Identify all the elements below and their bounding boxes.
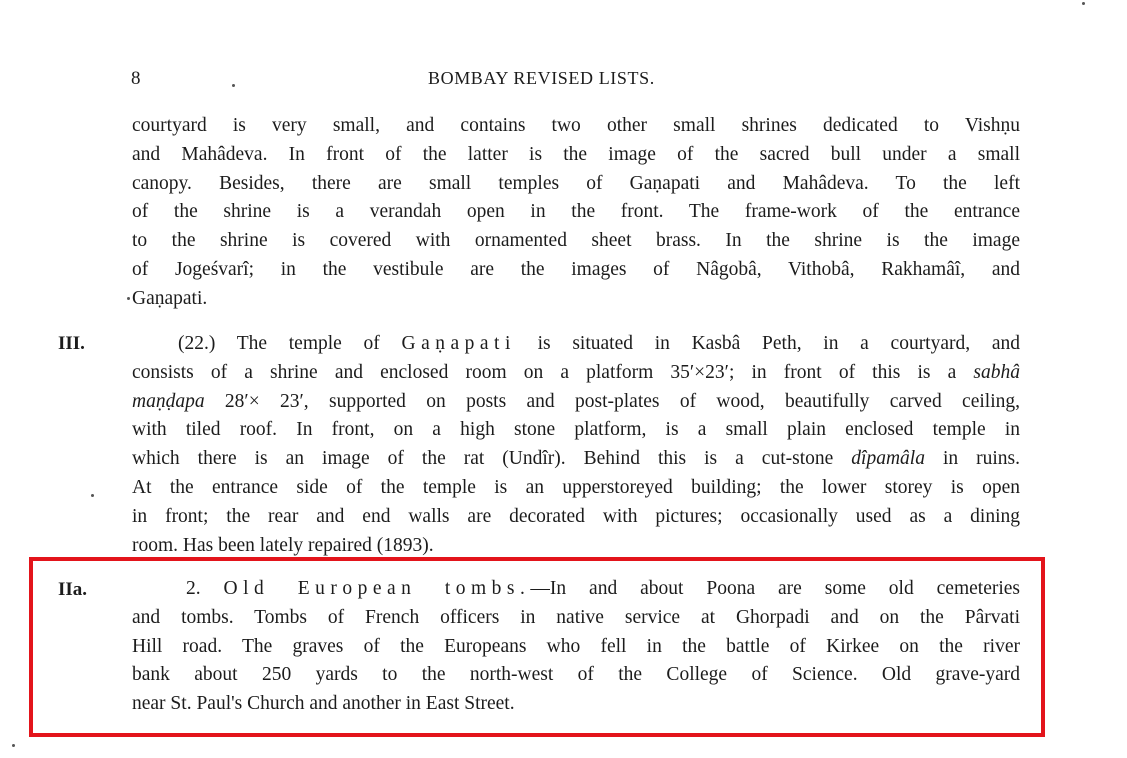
text-line: in front; the rear and end walls are decorated with pictures; occasionally used as a dining [132, 505, 1020, 527]
scan-speck [232, 84, 235, 87]
scan-speck [1082, 2, 1085, 5]
text-line: Hill road. The graves of the Europeans who fell in the battle of Kirkee on the river [132, 635, 1020, 657]
text-line: to the shrine is covered with ornamented sheet brass. In the shrine is the image [132, 230, 1020, 252]
spaced-name: Gaṇapati [401, 333, 516, 354]
text-fragment: —In and about Poona are some old cemeteries [530, 578, 1021, 599]
paragraph-european-tombs [132, 575, 1020, 719]
text-line: with tiled roof. In front, on a high stone platform, is a small plain enclosed temple in [132, 419, 1020, 441]
text-line: and tombs. Tombs of French officers in native service at Ghorpadi and on the Pârvati [132, 606, 1020, 628]
margin-label-iii: III. [58, 333, 85, 354]
italic-term: maṇḍapa [132, 390, 205, 412]
text-line: bank about 250 yards to the north-west of the College of Science. Old grave-yard [132, 664, 1020, 686]
text-line: courtyard is very small, and contains two other small shrines dedicated to Vishṇu [132, 115, 1020, 136]
italic-term: sabhâ [973, 361, 1020, 383]
page-header [0, 68, 1127, 94]
text-fragment: 28′× 23′, supported on posts and post-plates of wood, beautifully carved ceiling, [204, 390, 1020, 412]
text-line [132, 359, 1020, 388]
margin-label-iia: IIa. [58, 579, 88, 600]
text-line: and Mahâdeva. In front of the latter is the image of the sacred bull under a small [132, 143, 1020, 165]
text-fragment: is situated in Kasbâ Peth, in a courtyard, and [515, 333, 1020, 354]
text-line: canopy. Besides, there are small temples of Gaṇapati and Mahâdeva. To the left [132, 172, 1020, 194]
text-line: Gaṇapati. [132, 287, 208, 309]
section-number: 2. [186, 578, 224, 599]
text-line: near St. Paul's Church and another in East Street. [132, 693, 515, 715]
text-fragment: (22.) The temple of [178, 333, 402, 354]
paragraph-courtyard [132, 112, 1020, 314]
page-number: 8 [131, 68, 141, 89]
italic-term: dîpamâla [851, 448, 925, 470]
scan-speck [91, 494, 94, 497]
text-line [132, 330, 1020, 359]
scan-speck [12, 744, 15, 747]
text-line: of the shrine is a verandah open in the front. The frame-work of the entrance [132, 201, 1020, 223]
paragraph-ganapati-temple [132, 330, 1020, 560]
text-line [132, 388, 1020, 417]
text-fragment: which there is an image of the rat (Undîr). Behind this is a cut-stone [132, 448, 852, 470]
text-line [132, 445, 1020, 474]
text-line: room. Has been lately repaired (1893). [132, 534, 434, 556]
running-title: BOMBAY REVISED LISTS. [428, 68, 655, 88]
text-line: of Jogeśvarî; in the vestibule are the images of Nâgobâ, Vithobâ, Rakhamâî, and [132, 258, 1020, 280]
text-fragment: consists of a shrine and enclosed room on a platform 35′×23′; in front of this is a [132, 361, 974, 383]
text-line [132, 575, 1020, 604]
text-fragment: in ruins. [924, 448, 1020, 470]
scan-speck [127, 297, 130, 300]
section-title: Old European tombs. [223, 578, 531, 599]
text-line: At the entrance side of the temple is an upperstoreyed building; the lower storey is open [132, 476, 1020, 498]
